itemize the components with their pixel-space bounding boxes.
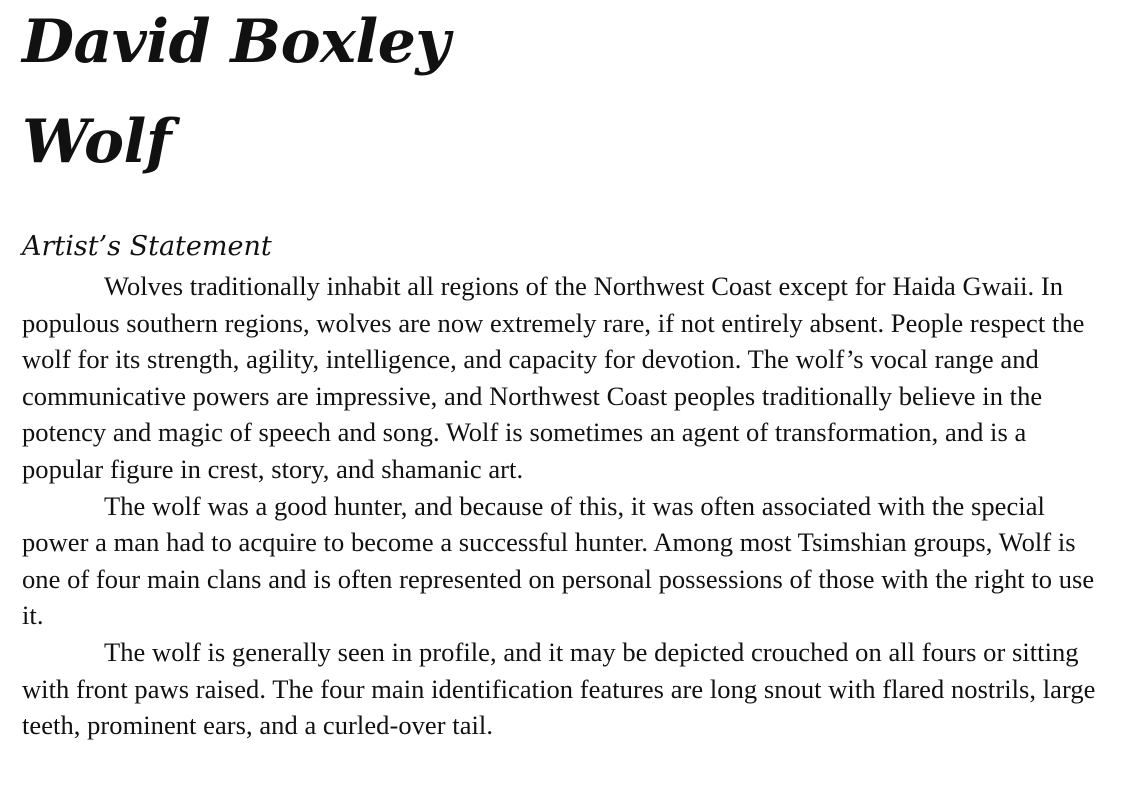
artwork-title: Wolf xyxy=(22,107,172,177)
artist-name: David Boxley xyxy=(22,7,450,77)
statement-body xyxy=(22,268,1112,744)
statement-paragraph: The wolf was a good hunter, and because of this, it was often associated with the special power a man had to acquire to become a successful hunter. Among most Tsimshian groups, Wolf is one of four main clans and is often represented on personal possessions of those with the right to use it. xyxy=(22,490,1095,631)
statement-paragraph: The wolf is generally seen in profile, and it may be depicted crouched on all fours or sitting with front paws raised. The four main identification features are long snout with flared nostrils, large teeth, prominent ears, and a curled-over tail. xyxy=(22,636,1096,741)
section-heading-artists-statement: Artist’s Statement xyxy=(22,231,272,262)
statement-paragraph: Wolves traditionally inhabit all regions of the Northwest Coast except for Haida Gwaii. In populous southern regions, wolves are now extremely rare, if not entirely absent. People respect the wolf for its strength, agility, intelligence, and capacity for devotion. The wolf’s vocal range and communicative powers are impressive, and Northwest Coast peoples traditionally believe in the potency and magic of speech and song. Wolf is sometimes an agent of transformation, and is a popular figure in crest, story, and shamanic art. xyxy=(22,271,1085,484)
document-page xyxy=(22,0,1112,744)
